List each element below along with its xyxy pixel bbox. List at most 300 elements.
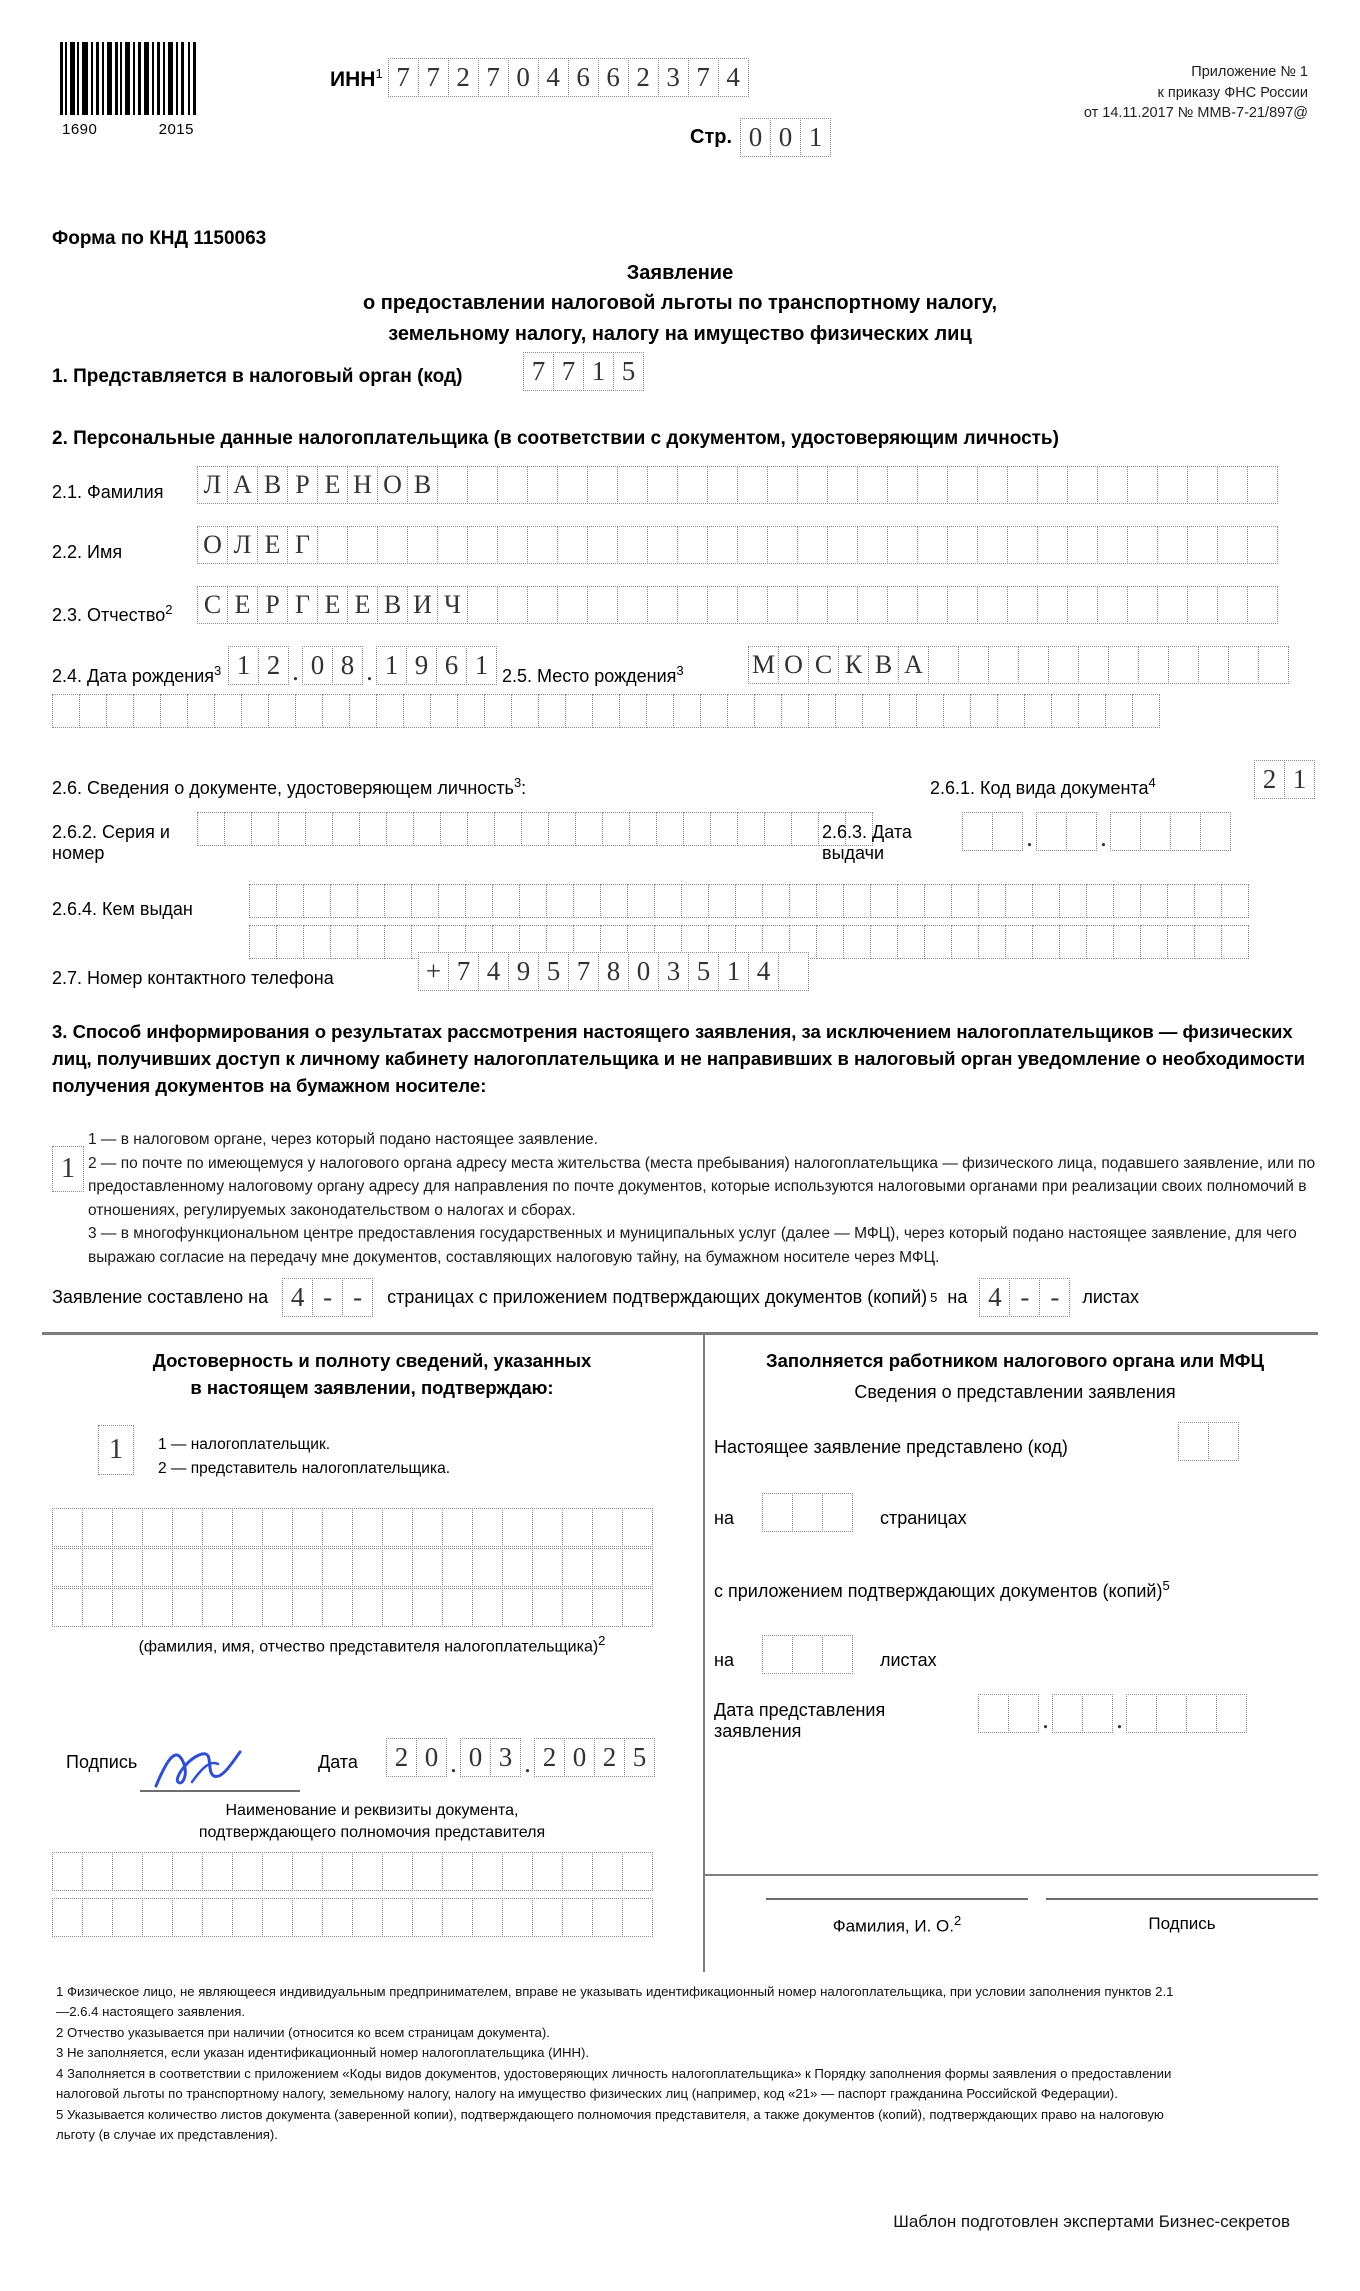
input-cell[interactable] bbox=[808, 694, 836, 728]
input-cell[interactable]: В bbox=[377, 586, 408, 624]
input-cell[interactable] bbox=[384, 884, 412, 918]
input-cell[interactable] bbox=[1059, 925, 1087, 959]
input-cell[interactable] bbox=[133, 694, 161, 728]
input-cell[interactable] bbox=[172, 1588, 203, 1627]
input-cell[interactable] bbox=[442, 1588, 473, 1627]
surname-input[interactable] bbox=[197, 466, 1278, 504]
input-cell[interactable] bbox=[1078, 694, 1106, 728]
input-cell[interactable] bbox=[241, 694, 269, 728]
input-cell[interactable] bbox=[764, 812, 792, 846]
input-cell[interactable] bbox=[778, 952, 809, 991]
input-cell[interactable]: 0 bbox=[564, 1738, 595, 1777]
input-cell[interactable] bbox=[377, 526, 408, 564]
input-cell[interactable]: Е bbox=[257, 526, 288, 564]
input-cell[interactable] bbox=[681, 884, 709, 918]
input-cell[interactable]: 4 bbox=[718, 58, 749, 97]
input-cell[interactable] bbox=[292, 1588, 323, 1627]
input-cell[interactable] bbox=[202, 1588, 233, 1627]
input-cell[interactable] bbox=[707, 526, 738, 564]
input-cell[interactable] bbox=[1221, 884, 1249, 918]
input-cell[interactable] bbox=[352, 1588, 383, 1627]
input-cell[interactable]: 8 bbox=[332, 646, 363, 685]
input-cell[interactable] bbox=[862, 694, 890, 728]
input-cell[interactable] bbox=[617, 586, 648, 624]
input-cell[interactable] bbox=[527, 466, 558, 504]
input-cell[interactable] bbox=[82, 1548, 113, 1587]
input-cell[interactable]: М bbox=[748, 646, 779, 684]
input-cell[interactable] bbox=[835, 694, 863, 728]
input-cell[interactable] bbox=[112, 1548, 143, 1587]
input-cell[interactable] bbox=[430, 694, 458, 728]
input-cell[interactable] bbox=[502, 1548, 533, 1587]
input-cell[interactable] bbox=[232, 1588, 263, 1627]
input-cell[interactable] bbox=[924, 884, 952, 918]
input-cell[interactable] bbox=[822, 1493, 853, 1532]
input-cell[interactable] bbox=[943, 694, 971, 728]
input-cell[interactable] bbox=[707, 586, 738, 624]
input-cell[interactable] bbox=[332, 812, 360, 846]
input-cell[interactable] bbox=[1247, 526, 1278, 564]
input-cell[interactable] bbox=[511, 694, 539, 728]
input-cell[interactable] bbox=[737, 466, 768, 504]
input-cell[interactable] bbox=[352, 1508, 383, 1547]
input-cell[interactable]: 4 bbox=[478, 952, 509, 991]
input-cell[interactable] bbox=[82, 1588, 113, 1627]
input-cell[interactable] bbox=[1187, 466, 1218, 504]
input-cell[interactable]: 6 bbox=[568, 58, 599, 97]
input-cell[interactable] bbox=[268, 694, 296, 728]
input-cell[interactable] bbox=[1024, 694, 1052, 728]
input-cell[interactable]: Г bbox=[287, 586, 318, 624]
input-cell[interactable]: - bbox=[1009, 1278, 1040, 1317]
input-cell[interactable] bbox=[532, 1508, 563, 1547]
input-cell[interactable]: 1 bbox=[376, 646, 407, 685]
input-cell[interactable] bbox=[1097, 526, 1128, 564]
input-cell[interactable] bbox=[1052, 1694, 1083, 1733]
input-cell[interactable]: 1 bbox=[800, 118, 831, 157]
input-cell[interactable] bbox=[1067, 586, 1098, 624]
input-cell[interactable] bbox=[442, 1548, 473, 1587]
input-cell[interactable] bbox=[592, 1588, 623, 1627]
input-cell[interactable] bbox=[816, 925, 844, 959]
input-cell[interactable] bbox=[647, 466, 678, 504]
input-cell[interactable] bbox=[224, 812, 252, 846]
input-cell[interactable]: 5 bbox=[624, 1738, 655, 1777]
input-cell[interactable] bbox=[1007, 466, 1038, 504]
input-cell[interactable] bbox=[412, 1852, 443, 1891]
input-cell[interactable] bbox=[1194, 925, 1222, 959]
input-cell[interactable] bbox=[442, 1508, 473, 1547]
input-cell[interactable] bbox=[887, 466, 918, 504]
input-cell[interactable]: В bbox=[257, 466, 288, 504]
input-cell[interactable] bbox=[502, 1898, 533, 1937]
input-cell[interactable] bbox=[677, 526, 708, 564]
input-cell[interactable] bbox=[484, 694, 512, 728]
input-cell[interactable] bbox=[708, 884, 736, 918]
input-cell[interactable] bbox=[562, 1898, 593, 1937]
input-cell[interactable] bbox=[619, 694, 647, 728]
input-cell[interactable] bbox=[573, 884, 601, 918]
input-cell[interactable] bbox=[52, 1898, 83, 1937]
input-cell[interactable] bbox=[1067, 466, 1098, 504]
input-cell[interactable] bbox=[532, 1548, 563, 1587]
input-cell[interactable] bbox=[843, 925, 871, 959]
input-cell[interactable] bbox=[924, 925, 952, 959]
input-cell[interactable]: 1 bbox=[718, 952, 749, 991]
input-cell[interactable] bbox=[330, 884, 358, 918]
input-cell[interactable] bbox=[1005, 884, 1033, 918]
input-cell[interactable] bbox=[292, 1852, 323, 1891]
input-cell[interactable] bbox=[970, 694, 998, 728]
input-cell[interactable] bbox=[897, 925, 925, 959]
input-cell[interactable] bbox=[1187, 526, 1218, 564]
input-cell[interactable] bbox=[677, 466, 708, 504]
input-cell[interactable] bbox=[142, 1548, 173, 1587]
input-cell[interactable] bbox=[527, 526, 558, 564]
input-cell[interactable] bbox=[1113, 884, 1141, 918]
input-cell[interactable] bbox=[412, 1588, 443, 1627]
input-cell[interactable] bbox=[1208, 1422, 1239, 1461]
input-cell[interactable]: - bbox=[312, 1278, 343, 1317]
input-cell[interactable] bbox=[977, 586, 1008, 624]
input-cell[interactable] bbox=[292, 1548, 323, 1587]
sheets-count-input[interactable] bbox=[979, 1278, 1070, 1317]
input-cell[interactable] bbox=[292, 1898, 323, 1937]
input-cell[interactable] bbox=[1221, 925, 1249, 959]
input-cell[interactable]: 0 bbox=[740, 118, 771, 157]
input-cell[interactable] bbox=[376, 694, 404, 728]
input-cell[interactable] bbox=[1086, 884, 1114, 918]
input-cell[interactable] bbox=[988, 646, 1019, 684]
input-cell[interactable] bbox=[502, 1508, 533, 1547]
input-cell[interactable] bbox=[472, 1588, 503, 1627]
input-cell[interactable] bbox=[1168, 646, 1199, 684]
input-cell[interactable] bbox=[992, 812, 1023, 851]
input-cell[interactable] bbox=[1187, 586, 1218, 624]
input-cell[interactable] bbox=[52, 1548, 83, 1587]
input-cell[interactable] bbox=[592, 1852, 623, 1891]
input-cell[interactable] bbox=[857, 526, 888, 564]
input-cell[interactable] bbox=[707, 466, 738, 504]
input-cell[interactable] bbox=[322, 1852, 353, 1891]
inn-input[interactable] bbox=[388, 58, 749, 97]
input-cell[interactable] bbox=[762, 884, 790, 918]
input-cell[interactable] bbox=[532, 1588, 563, 1627]
input-cell[interactable] bbox=[1167, 884, 1195, 918]
input-cell[interactable] bbox=[797, 586, 828, 624]
page-number-input[interactable] bbox=[740, 118, 831, 157]
input-cell[interactable] bbox=[767, 586, 798, 624]
input-cell[interactable] bbox=[172, 1508, 203, 1547]
input-cell[interactable] bbox=[413, 812, 441, 846]
input-cell[interactable] bbox=[622, 1588, 653, 1627]
input-cell[interactable]: 6 bbox=[436, 646, 467, 685]
input-cell[interactable] bbox=[797, 466, 828, 504]
input-cell[interactable]: 4 bbox=[282, 1278, 313, 1317]
input-cell[interactable]: 7 bbox=[553, 352, 584, 391]
input-cell[interactable] bbox=[1007, 586, 1038, 624]
input-cell[interactable] bbox=[548, 812, 576, 846]
office-submission-date-input[interactable] bbox=[978, 1694, 1247, 1733]
input-cell[interactable] bbox=[1167, 925, 1195, 959]
input-cell[interactable] bbox=[352, 1898, 383, 1937]
input-cell[interactable] bbox=[112, 1852, 143, 1891]
input-cell[interactable] bbox=[197, 812, 225, 846]
input-cell[interactable] bbox=[262, 1852, 293, 1891]
input-cell[interactable] bbox=[1157, 586, 1188, 624]
input-cell[interactable] bbox=[382, 1852, 413, 1891]
input-cell[interactable] bbox=[538, 694, 566, 728]
input-cell[interactable]: 1 bbox=[583, 352, 614, 391]
input-cell[interactable] bbox=[792, 1493, 823, 1532]
input-cell[interactable] bbox=[737, 586, 768, 624]
input-cell[interactable] bbox=[857, 466, 888, 504]
input-cell[interactable] bbox=[384, 925, 412, 959]
representative-name-input-row-3[interactable] bbox=[52, 1588, 653, 1627]
input-cell[interactable] bbox=[977, 466, 1008, 504]
input-cell[interactable] bbox=[827, 586, 858, 624]
input-cell[interactable] bbox=[527, 586, 558, 624]
input-cell[interactable] bbox=[1228, 646, 1259, 684]
input-cell[interactable]: 3 bbox=[658, 952, 689, 991]
input-cell[interactable]: 7 bbox=[523, 352, 554, 391]
input-cell[interactable] bbox=[587, 526, 618, 564]
input-cell[interactable] bbox=[292, 1508, 323, 1547]
input-cell[interactable] bbox=[202, 1898, 233, 1937]
input-cell[interactable]: 1 bbox=[1284, 760, 1315, 799]
input-cell[interactable] bbox=[1140, 925, 1168, 959]
input-cell[interactable] bbox=[295, 694, 323, 728]
input-cell[interactable] bbox=[502, 1588, 533, 1627]
input-cell[interactable]: 9 bbox=[406, 646, 437, 685]
input-cell[interactable]: 8 bbox=[598, 952, 629, 991]
input-cell[interactable]: 7 bbox=[478, 58, 509, 97]
input-cell[interactable]: 5 bbox=[688, 952, 719, 991]
input-cell[interactable] bbox=[412, 1898, 443, 1937]
input-cell[interactable] bbox=[1037, 526, 1068, 564]
input-cell[interactable] bbox=[465, 884, 493, 918]
input-cell[interactable]: О bbox=[197, 526, 228, 564]
input-cell[interactable] bbox=[382, 1898, 413, 1937]
input-cell[interactable] bbox=[352, 1852, 383, 1891]
input-cell[interactable] bbox=[917, 526, 948, 564]
input-cell[interactable] bbox=[710, 812, 738, 846]
document-issuer-input[interactable] bbox=[249, 884, 1249, 918]
input-cell[interactable]: - bbox=[1039, 1278, 1070, 1317]
input-cell[interactable]: - bbox=[342, 1278, 373, 1317]
input-cell[interactable] bbox=[958, 646, 989, 684]
input-cell[interactable]: 2 bbox=[448, 58, 479, 97]
input-cell[interactable]: 2 bbox=[628, 58, 659, 97]
representative-name-input-row-2[interactable] bbox=[52, 1548, 653, 1587]
input-cell[interactable] bbox=[1247, 466, 1278, 504]
confirmer-type-input[interactable]: 1 bbox=[98, 1425, 134, 1475]
input-cell[interactable] bbox=[762, 1635, 793, 1674]
input-cell[interactable] bbox=[816, 884, 844, 918]
input-cell[interactable] bbox=[1127, 526, 1158, 564]
input-cell[interactable] bbox=[557, 586, 588, 624]
input-cell[interactable] bbox=[1082, 1694, 1113, 1733]
input-cell[interactable] bbox=[1037, 466, 1068, 504]
input-cell[interactable] bbox=[251, 812, 279, 846]
input-cell[interactable]: 7 bbox=[568, 952, 599, 991]
input-cell[interactable] bbox=[202, 1548, 233, 1587]
input-cell[interactable] bbox=[762, 1493, 793, 1532]
input-cell[interactable]: 0 bbox=[628, 952, 659, 991]
input-cell[interactable] bbox=[172, 1898, 203, 1937]
input-cell[interactable] bbox=[412, 1548, 443, 1587]
input-cell[interactable] bbox=[1258, 646, 1289, 684]
input-cell[interactable] bbox=[727, 694, 755, 728]
input-cell[interactable] bbox=[532, 1898, 563, 1937]
input-cell[interactable] bbox=[497, 586, 528, 624]
input-cell[interactable] bbox=[303, 884, 331, 918]
input-cell[interactable] bbox=[142, 1508, 173, 1547]
notification-method-input[interactable]: 1 bbox=[52, 1146, 84, 1192]
input-cell[interactable] bbox=[112, 1898, 143, 1937]
input-cell[interactable] bbox=[442, 1852, 473, 1891]
input-cell[interactable]: 3 bbox=[490, 1738, 521, 1777]
input-cell[interactable] bbox=[647, 526, 678, 564]
input-cell[interactable] bbox=[467, 526, 498, 564]
birthplace-continuation-input[interactable] bbox=[52, 694, 1160, 728]
input-cell[interactable] bbox=[472, 1548, 503, 1587]
input-cell[interactable]: 1 bbox=[466, 646, 497, 685]
input-cell[interactable] bbox=[587, 586, 618, 624]
input-cell[interactable] bbox=[622, 1898, 653, 1937]
input-cell[interactable] bbox=[1247, 586, 1278, 624]
input-cell[interactable] bbox=[1126, 1694, 1157, 1733]
input-cell[interactable] bbox=[322, 1898, 353, 1937]
input-cell[interactable] bbox=[472, 1852, 503, 1891]
input-cell[interactable] bbox=[317, 526, 348, 564]
input-cell[interactable] bbox=[951, 925, 979, 959]
input-cell[interactable]: 1 bbox=[228, 646, 259, 685]
input-cell[interactable]: 7 bbox=[688, 58, 719, 97]
input-cell[interactable] bbox=[562, 1588, 593, 1627]
input-cell[interactable] bbox=[232, 1898, 263, 1937]
input-cell[interactable] bbox=[1217, 466, 1248, 504]
input-cell[interactable] bbox=[1105, 694, 1133, 728]
input-cell[interactable] bbox=[411, 884, 439, 918]
input-cell[interactable]: Е bbox=[317, 586, 348, 624]
input-cell[interactable] bbox=[412, 1508, 443, 1547]
birthdate-input[interactable] bbox=[228, 646, 497, 685]
office-pages-input[interactable] bbox=[762, 1493, 853, 1532]
input-cell[interactable]: 4 bbox=[979, 1278, 1010, 1317]
input-cell[interactable] bbox=[172, 1852, 203, 1891]
input-cell[interactable] bbox=[437, 526, 468, 564]
input-cell[interactable]: 4 bbox=[538, 58, 569, 97]
input-cell[interactable] bbox=[521, 812, 549, 846]
input-cell[interactable] bbox=[1066, 812, 1097, 851]
input-cell[interactable] bbox=[1198, 646, 1229, 684]
input-cell[interactable]: В bbox=[407, 466, 438, 504]
input-cell[interactable] bbox=[112, 1588, 143, 1627]
input-cell[interactable] bbox=[532, 1852, 563, 1891]
input-cell[interactable]: 0 bbox=[508, 58, 539, 97]
input-cell[interactable]: 5 bbox=[613, 352, 644, 391]
input-cell[interactable] bbox=[142, 1588, 173, 1627]
input-cell[interactable] bbox=[735, 884, 763, 918]
input-cell[interactable] bbox=[792, 1635, 823, 1674]
input-cell[interactable]: С bbox=[808, 646, 839, 684]
input-cell[interactable] bbox=[677, 586, 708, 624]
input-cell[interactable]: И bbox=[407, 586, 438, 624]
input-cell[interactable] bbox=[1108, 646, 1139, 684]
input-cell[interactable] bbox=[467, 466, 498, 504]
input-cell[interactable] bbox=[1032, 925, 1060, 959]
office-sheets-input[interactable] bbox=[762, 1635, 853, 1674]
input-cell[interactable] bbox=[82, 1508, 113, 1547]
input-cell[interactable] bbox=[1097, 466, 1128, 504]
input-cell[interactable] bbox=[262, 1548, 293, 1587]
input-cell[interactable] bbox=[754, 694, 782, 728]
input-cell[interactable] bbox=[1178, 1422, 1209, 1461]
patronymic-input[interactable] bbox=[197, 586, 1278, 624]
firstname-input[interactable] bbox=[197, 526, 1278, 564]
input-cell[interactable] bbox=[1067, 526, 1098, 564]
input-cell[interactable] bbox=[106, 694, 134, 728]
input-cell[interactable] bbox=[322, 1508, 353, 1547]
input-cell[interactable] bbox=[303, 925, 331, 959]
input-cell[interactable] bbox=[497, 466, 528, 504]
input-cell[interactable] bbox=[202, 1508, 233, 1547]
input-cell[interactable]: Л bbox=[197, 466, 228, 504]
input-cell[interactable] bbox=[322, 694, 350, 728]
input-cell[interactable] bbox=[160, 694, 188, 728]
input-cell[interactable] bbox=[232, 1508, 263, 1547]
input-cell[interactable] bbox=[1216, 1694, 1247, 1733]
input-cell[interactable] bbox=[622, 1548, 653, 1587]
input-cell[interactable] bbox=[1127, 466, 1158, 504]
input-cell[interactable]: 6 bbox=[598, 58, 629, 97]
input-cell[interactable] bbox=[947, 586, 978, 624]
input-cell[interactable] bbox=[797, 526, 828, 564]
input-cell[interactable]: 7 bbox=[448, 952, 479, 991]
input-cell[interactable] bbox=[889, 694, 917, 728]
input-cell[interactable]: 7 bbox=[388, 58, 419, 97]
input-cell[interactable] bbox=[897, 884, 925, 918]
input-cell[interactable] bbox=[52, 1852, 83, 1891]
signing-date-input[interactable] bbox=[386, 1738, 655, 1777]
input-cell[interactable] bbox=[978, 1694, 1009, 1733]
input-cell[interactable] bbox=[562, 1508, 593, 1547]
input-cell[interactable] bbox=[112, 1508, 143, 1547]
input-cell[interactable] bbox=[917, 466, 948, 504]
input-cell[interactable] bbox=[978, 884, 1006, 918]
input-cell[interactable] bbox=[349, 694, 377, 728]
input-cell[interactable] bbox=[1005, 925, 1033, 959]
input-cell[interactable] bbox=[737, 812, 765, 846]
input-cell[interactable] bbox=[276, 925, 304, 959]
input-cell[interactable] bbox=[467, 812, 495, 846]
input-cell[interactable] bbox=[575, 812, 603, 846]
authority-document-input-row-1[interactable] bbox=[52, 1852, 653, 1891]
input-cell[interactable] bbox=[857, 586, 888, 624]
input-cell[interactable] bbox=[916, 694, 944, 728]
input-cell[interactable] bbox=[887, 586, 918, 624]
input-cell[interactable] bbox=[382, 1548, 413, 1587]
input-cell[interactable] bbox=[1217, 586, 1248, 624]
input-cell[interactable] bbox=[172, 1548, 203, 1587]
input-cell[interactable] bbox=[437, 466, 468, 504]
input-cell[interactable]: 2 bbox=[594, 1738, 625, 1777]
input-cell[interactable] bbox=[472, 1508, 503, 1547]
input-cell[interactable] bbox=[646, 694, 674, 728]
input-cell[interactable] bbox=[232, 1852, 263, 1891]
phone-input[interactable] bbox=[418, 952, 809, 991]
